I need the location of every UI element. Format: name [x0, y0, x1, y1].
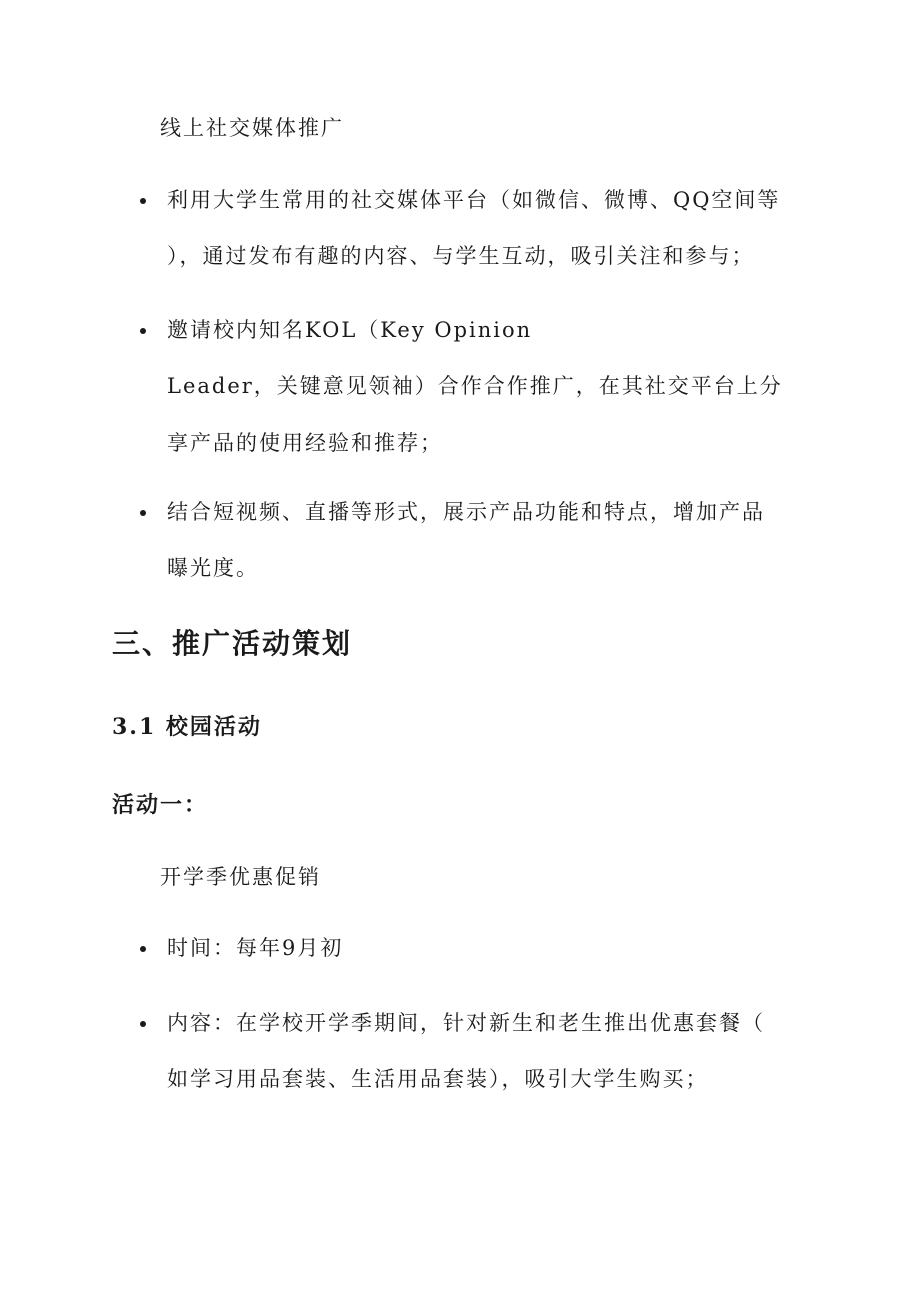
list-item-line: Leader，关键意见领袖）合作合作推广，在其社交平台上分 [167, 374, 783, 398]
activity-title: 开学季优惠促销 [160, 865, 321, 889]
list-item-line: 内容：在学校开学季期间，针对新生和老生推出优惠套餐（ [167, 1011, 765, 1035]
bullet-icon [140, 510, 146, 516]
list-item-line: ），通过发布有趣的内容、与学生互动，吸引关注和参与； [167, 244, 755, 268]
bullet-icon [140, 1021, 146, 1027]
subsection-heading-campus-activities: 3.1 校园活动 [112, 714, 262, 740]
list-item-line: 如学习用品套装、生活用品套装），吸引大学生购买； [167, 1067, 709, 1091]
subsection-title-online-promotion: 线上社交媒体推广 [160, 116, 344, 140]
bullet-icon [140, 946, 146, 952]
list-item-line: 曝光度。 [167, 556, 259, 580]
list-item-line: 时间：每年9月初 [167, 936, 344, 960]
activity-label: 活动一： [112, 792, 209, 818]
list-item-line: 享产品的使用经验和推荐； [167, 431, 443, 455]
section-heading-promotion-planning: 三、推广活动策划 [112, 627, 353, 660]
list-item-line: 结合短视频、直播等形式，展示产品功能和特点，增加产品 [167, 500, 765, 524]
bullet-icon [140, 198, 146, 204]
list-item-line: 邀请校内知名KOL（Key Opinion [167, 318, 533, 342]
list-item-line: 利用大学生常用的社交媒体平台（如微信、微博、QQ空间等 [167, 188, 781, 212]
bullet-icon [140, 328, 146, 334]
